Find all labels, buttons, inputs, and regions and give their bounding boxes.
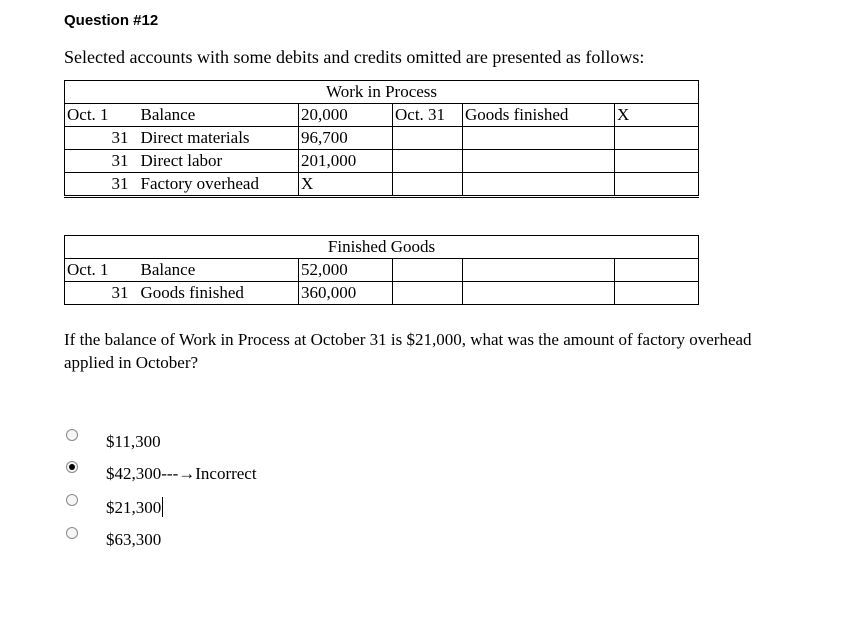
table-row [65,259,699,282]
fg-row-1-credit-date [393,259,463,282]
wip-row-4-date: 31 [65,173,139,197]
wip-row-4-credit-desc [463,173,615,197]
fg-row-2-credit-date [393,282,463,305]
wip-row-3-credit-date [393,150,463,173]
fg-account-title: Finished Goods [65,236,699,259]
wip-row-1-credit-desc: Goods finished [463,104,615,127]
wip-row-4-amount: X [299,173,393,197]
wip-row-1-credit-amount: X [615,104,699,127]
wip-row-3-desc: Direct labor [139,150,299,173]
fg-row-2-credit-amount [615,282,699,305]
table-row [65,282,699,305]
wip-row-2-credit-amount [615,127,699,150]
wip-row-4-credit-date [393,173,463,197]
fg-row-2-date: 31 [65,282,139,305]
wip-row-3-date: 31 [65,150,139,173]
wip-row-2-date: 31 [65,127,139,150]
wip-row-4-credit-amount [615,173,699,197]
question-text: If the balance of Work in Process at October 31 is $21,000, what was the amount of factory overhead applied in October? [64,330,752,372]
work-in-process-account-table [64,80,699,198]
wip-row-1-credit-date: Oct. 31 [393,104,463,127]
wip-row-2-credit-desc [463,127,615,150]
answer-option-4-label[interactable]: $63,300 [106,530,162,549]
fg-row-1-credit-amount [615,259,699,282]
wip-row-2-amount: 96,700 [299,127,393,150]
fg-row-2-credit-desc [463,282,615,305]
question-title: Question #12 [64,12,159,29]
fg-row-1-credit-desc [463,259,615,282]
table-row [65,150,699,173]
answer-option-1-label[interactable]: $11,300 [106,432,161,451]
wip-row-1-date: Oct. 1 [65,104,139,127]
wip-row-4-desc: Factory overhead [139,173,299,197]
wip-row-1-desc: Balance [139,104,299,127]
fg-row-1-date: Oct. 1 [65,259,139,282]
wip-row-3-amount: 201,000 [299,150,393,173]
wip-row-2-credit-date [393,127,463,150]
radio-button-1[interactable] [66,429,78,441]
fg-row-1-desc: Balance [139,259,299,282]
table-row [65,127,699,150]
radio-button-2[interactable] [66,461,78,473]
answer-option-2-label[interactable]: $42,300---→Incorrect [106,464,257,483]
fg-row-1-amount: 52,000 [299,259,393,282]
answer-option-3-label[interactable]: $21,300 [106,498,162,517]
text-cursor [162,497,163,517]
fg-row-2-amount: 360,000 [299,282,393,305]
radio-button-4[interactable] [66,527,78,539]
wip-row-1-amount: 20,000 [299,104,393,127]
finished-goods-account-table [64,235,699,305]
table-row [65,173,699,197]
fg-row-2-desc: Goods finished [139,282,299,305]
table-row [65,104,699,127]
question-intro: Selected accounts with some debits and credits omitted are presented as follows: [64,47,645,67]
wip-row-2-desc: Direct materials [139,127,299,150]
wip-row-3-credit-amount [615,150,699,173]
wip-account-title: Work in Process [65,81,699,104]
answer-option-3-label-wrap[interactable] [106,497,163,518]
radio-button-3[interactable] [66,494,78,506]
wip-row-3-credit-desc [463,150,615,173]
